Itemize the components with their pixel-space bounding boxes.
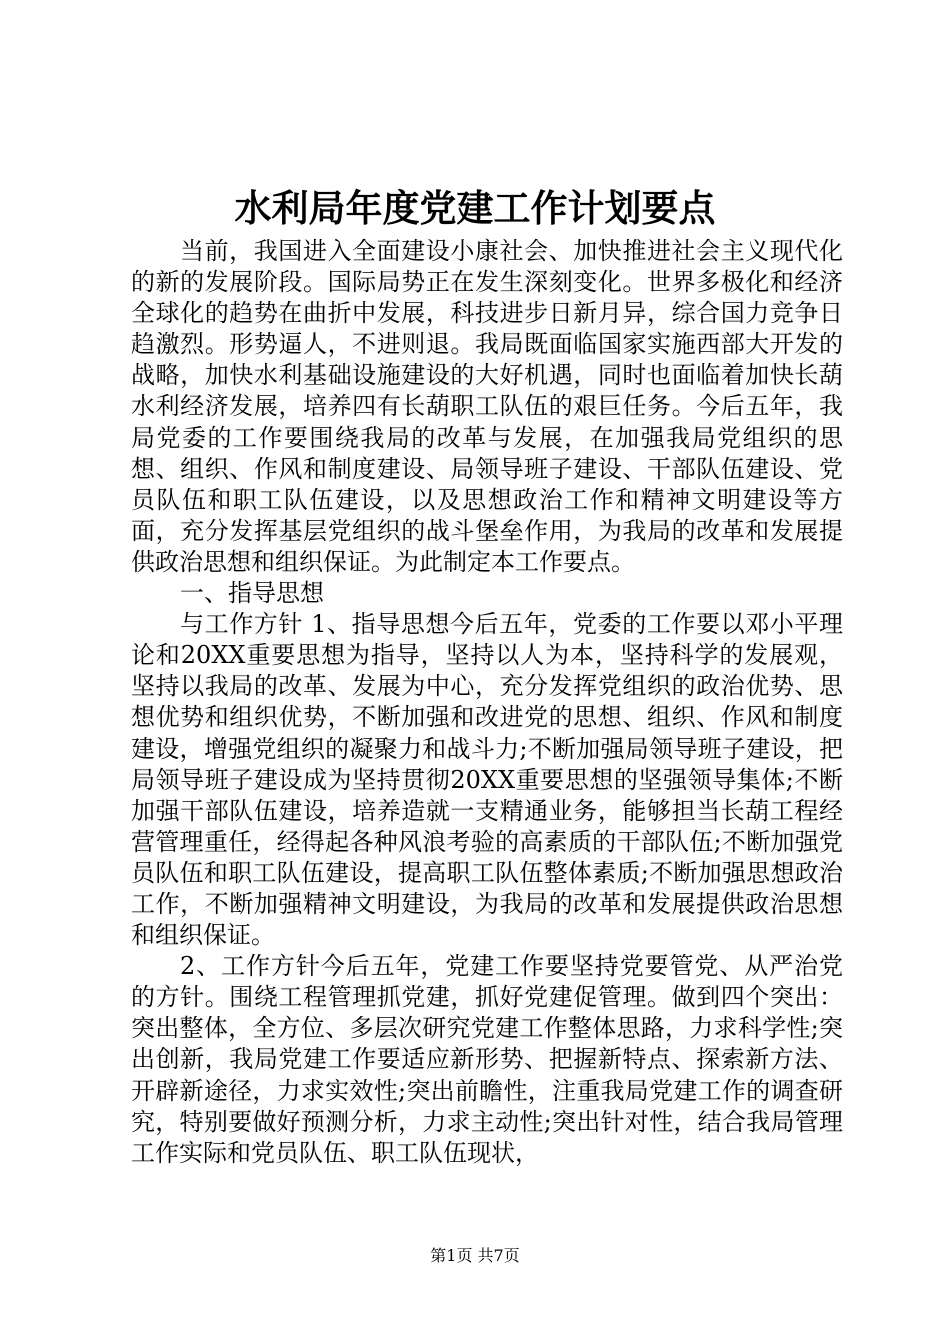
work-policy-paragraph: 2、工作方针今后五年，党建工作要坚持党要管党、从严治党的方针。围绕工程管理抓党建，抓好党建促管理。做到四个突出：突出整体，全方位、多层次研究党建工作整体思路，力求科学性;突出创新，我局党建工作要适应新形势、把握新特点、探索新方法、开辟新途径，力求实效性;突出前瞻性，注重我局党建工作的调查研究，特别要做好预测分析，力求主动性;突出针对性，结合我局管理工作实际和党员队伍、职工队伍现状， [131, 952, 843, 1167]
document-title: 水利局年度党建工作计划要点 [234, 186, 716, 230]
document-body [131, 236, 843, 1169]
guiding-thought-paragraph: 与工作方针 1、指导思想今后五年，党委的工作要以邓小平理论和20XX重要思想为指导，坚持以人为本，坚持科学的发展观，坚持以我局的改革、发展为中心，充分发挥党组织的政治优势、思想优势和组织优势，不断加强和改进党的思想、组织、作风和制度建设，增强党组织的凝聚力和战斗力;不断加强局领导班子建设，把局领导班子建设成为坚持贯彻20XX重要思想的坚强领导集体;不断加强干部队伍建设，培养造就一支精通业务，能够担当长葫工程经营管理重任，经得起各种风浪考验的高素质的干部队伍;不断加强党员队伍和职工队伍建设，提高职工队伍整体素质;不断加强思想政治工作，不断加强精神文明建设，为我局的改革和发展提供政治思想和组织保证。 [131, 610, 843, 950]
intro-paragraph: 当前，我国进入全面建设小康社会、加快推进社会主义现代化的新的发展阶段。国际局势正在发生深刻变化。世界多极化和经济全球化的趋势在曲折中发展，科技进步日新月异，综合国力竞争日趋激烈。形势逼人，不进则退。我局既面临国家实施西部大开发的战略，加快水利基础设施建设的大好机遇，同时也面临着加快长葫水利经济发展，培养四有长葫职工队伍的艰巨任务。今后五年，我局党委的工作要围绕我局的改革与发展，在加强我局党组织的思想、组织、作风和制度建设、局领导班子建设、干部队伍建设、党员队伍和职工队伍建设，以及思想政治工作和精神文明建设等方面，充分发挥基层党组织的战斗堡垒作用，为我局的改革和发展提供政治思想和组织保证。为此制定本工作要点。 [131, 237, 843, 576]
section-heading-guiding-thought: 一、指导思想 [180, 579, 324, 608]
page-footer: 第1页 共7页 [430, 1246, 520, 1265]
